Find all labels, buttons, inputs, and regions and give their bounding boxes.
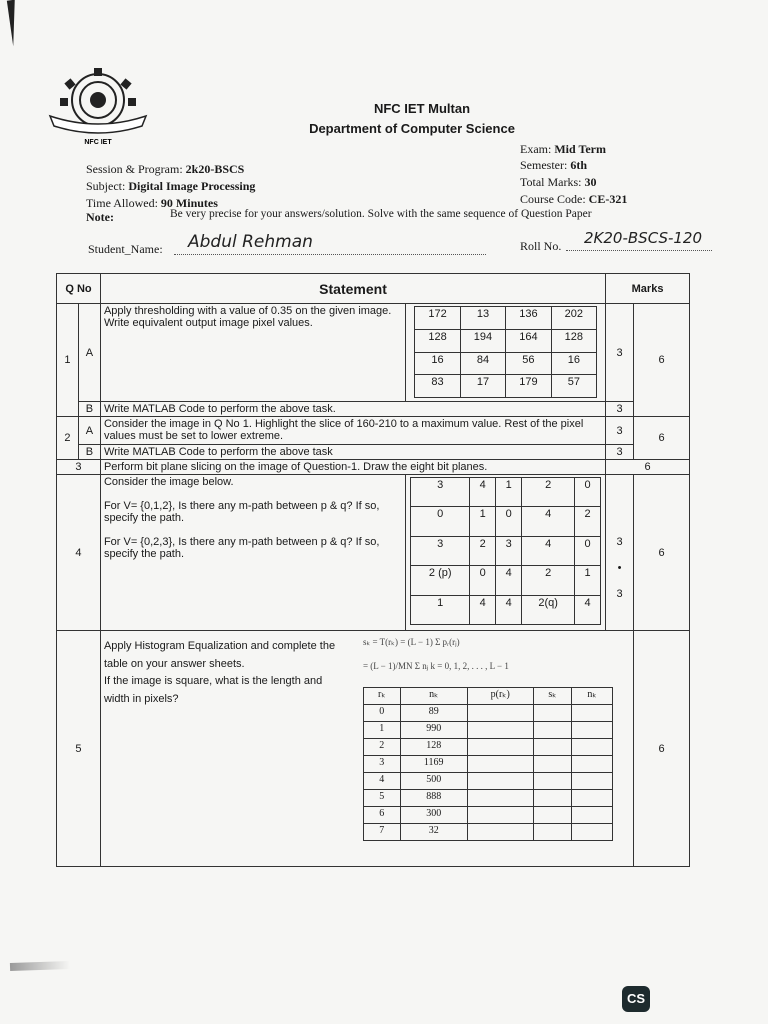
- q1-matrix-cell: 179: [506, 375, 551, 398]
- hist-row: [363, 807, 612, 824]
- hist-cell: [571, 739, 612, 756]
- q5-total-marks: 6: [634, 631, 690, 867]
- hist-cell: [467, 790, 533, 807]
- q5-formula-2: = (L − 1)/MN Σ nⱼ k = 0, 1, 2, . . . , L − 1: [362, 661, 509, 671]
- q1-total-marks: 6: [634, 304, 690, 417]
- exam-line: Exam: Mid Term: [520, 142, 606, 156]
- q4-matrix-cell: 3: [411, 478, 470, 507]
- q4-matrix-cell: 2: [522, 478, 575, 507]
- q1-matrix-cell: 84: [460, 352, 505, 375]
- hist-header-cell: nₖ: [400, 688, 467, 705]
- hist-cell: [467, 739, 533, 756]
- hist-cell: [533, 756, 571, 773]
- hist-row: [363, 739, 612, 756]
- q5-text-1: Apply Histogram Equalization and complete the table on your answer sheets.: [103, 640, 336, 670]
- q5-histogram-table: [363, 687, 613, 841]
- table-row: [57, 445, 690, 460]
- q4-matrix-cell: 2 (p): [411, 566, 470, 595]
- q4-matrix-cell: 1: [470, 507, 496, 536]
- q1-matrix-cell: 194: [460, 329, 505, 352]
- q1-matrix-cell: 16: [415, 352, 460, 375]
- table-row: [57, 460, 690, 475]
- q1-matrix-cell: 172: [415, 307, 460, 330]
- q5-number: 5: [57, 631, 101, 867]
- hist-header-cell: p(rₖ): [467, 688, 533, 705]
- q2-b-marks: 3: [606, 445, 634, 460]
- q4-mark-2: •: [617, 561, 622, 574]
- time-line: Time Allowed: 90 Minutes: [86, 196, 218, 210]
- hist-cell: [571, 722, 612, 739]
- q4-matrix-cell: 0: [575, 536, 601, 565]
- q4-matrix-cell: 4: [575, 595, 601, 624]
- q1-matrix-cell: [406, 304, 606, 402]
- hist-cell: 4: [363, 773, 400, 790]
- q4-matrix-cell: 0: [411, 507, 470, 536]
- q2-a-statement: Consider the image in Q No 1. Highlight the slice of 160-210 to a maximum value. Rest of the pixel values must be set to lower extreme.: [100, 417, 605, 445]
- hist-cell: 500: [400, 773, 467, 790]
- q3-number: 3: [57, 460, 101, 475]
- q4-mark-1: 3: [616, 535, 623, 548]
- q5-statement: [100, 631, 633, 867]
- q1-matrix: [414, 306, 597, 398]
- q4-matrix-cell: 1: [496, 478, 522, 507]
- q4-matrix-cell: 0: [470, 566, 496, 595]
- hist-cell: [571, 790, 612, 807]
- student-name-label: Student_Name:: [88, 242, 163, 256]
- table-row: [57, 631, 690, 867]
- q4-matrix-cell: 4: [470, 478, 496, 507]
- hist-cell: [533, 824, 571, 841]
- q1-a-marks: 3: [606, 304, 634, 402]
- q1-matrix-cell: 57: [551, 375, 596, 398]
- student-name-underline: [174, 254, 486, 255]
- q2-b-statement: Write MATLAB Code to perform the above task: [100, 445, 605, 460]
- q1-matrix-cell: 128: [551, 329, 596, 352]
- hist-row: [363, 824, 612, 841]
- hist-cell: 5: [363, 790, 400, 807]
- q1-matrix-row: [415, 307, 597, 330]
- q4-matrix-cell: 4: [522, 507, 575, 536]
- q1-b-marks: 3: [606, 402, 634, 417]
- hist-cell: [467, 705, 533, 722]
- hist-cell: 6: [363, 807, 400, 824]
- hist-row: [363, 705, 612, 722]
- q2-part-a: A: [78, 417, 100, 445]
- table-row: [57, 475, 690, 631]
- q1-matrix-row: [415, 375, 597, 398]
- hist-row: [363, 790, 612, 807]
- note-text: Be very precise for your answers/solution. Solve with the same sequence of Question Paper: [170, 208, 592, 220]
- q4-matrix-cell: 4: [470, 595, 496, 624]
- q1-matrix-cell: 17: [460, 375, 505, 398]
- q2-number: 2: [57, 417, 79, 460]
- header-qno: Q No: [57, 274, 101, 304]
- hist-cell: 888: [400, 790, 467, 807]
- hist-row: [363, 756, 612, 773]
- q4-total-marks: 6: [634, 475, 690, 631]
- q4-matrix: [410, 477, 601, 625]
- q2-total-marks: 6: [634, 417, 690, 460]
- q4-part-2: For V= {0,2,3}, Is there any m-path between p & q? If so, specify the path.: [103, 536, 380, 560]
- hist-cell: [533, 705, 571, 722]
- q1-part-b: B: [78, 402, 100, 417]
- header-marks: Marks: [606, 274, 690, 304]
- hist-header-cell: rₖ: [363, 688, 400, 705]
- q3-total-marks: 6: [606, 460, 690, 475]
- q4-matrix-cell: 3: [411, 536, 470, 565]
- hist-cell: 0: [363, 705, 400, 722]
- camscanner-badge: CS: [622, 986, 650, 1012]
- hist-cell: [533, 722, 571, 739]
- hist-cell: 1169: [400, 756, 467, 773]
- hist-cell: 2: [363, 739, 400, 756]
- q4-matrix-cell: 1: [575, 566, 601, 595]
- q4-matrix-cell: [406, 475, 606, 631]
- hist-cell: [533, 739, 571, 756]
- department-name: Department of Computer Science: [309, 121, 515, 136]
- total-marks-line: Total Marks: 30: [520, 175, 597, 189]
- q1-b-statement: Write MATLAB Code to perform the above task.: [100, 402, 605, 417]
- institute-name: NFC IET Multan: [373, 101, 471, 116]
- q3-statement: Perform bit plane slicing on the image of Question-1. Draw the eight bit planes.: [100, 460, 605, 475]
- q4-sub-marks: [606, 475, 634, 631]
- hist-cell: [571, 824, 612, 841]
- q4-matrix-row: [411, 536, 601, 565]
- q1-matrix-cell: 13: [460, 307, 505, 330]
- hist-cell: 89: [400, 705, 467, 722]
- q4-matrix-cell: 1: [411, 595, 470, 624]
- q1-part-a: A: [78, 304, 100, 402]
- q4-matrix-row: [411, 566, 601, 595]
- hist-cell: [533, 790, 571, 807]
- q4-matrix-row: [411, 478, 601, 507]
- hist-cell: [533, 807, 571, 824]
- q1-matrix-cell: 56: [506, 352, 551, 375]
- hist-cell: 300: [400, 807, 467, 824]
- student-name-value: Abdul Rehman: [188, 232, 313, 252]
- q1-matrix-cell: 164: [506, 329, 551, 352]
- q4-matrix-cell: 2: [522, 566, 575, 595]
- hist-cell: 7: [363, 824, 400, 841]
- q4-matrix-cell: 0: [496, 507, 522, 536]
- hist-cell: 32: [400, 824, 467, 841]
- q4-statement: [100, 475, 405, 631]
- svg-text:NFC IET: NFC IET: [84, 139, 112, 146]
- q4-matrix-cell: 2(q): [522, 595, 575, 624]
- q1-matrix-cell: 16: [551, 352, 596, 375]
- hist-cell: [571, 807, 612, 824]
- q4-matrix-cell: 2: [470, 536, 496, 565]
- q1-matrix-cell: 128: [415, 329, 460, 352]
- session-line: Session & Program: 2k20-BSCS: [86, 162, 245, 176]
- page-edge-shadow: [7, 0, 21, 46]
- roll-no-value: 2K20-BSCS-120: [584, 229, 703, 247]
- q1-matrix-row: [415, 329, 597, 352]
- roll-no-underline: [566, 250, 712, 251]
- hist-cell: [571, 705, 612, 722]
- hist-cell: [467, 824, 533, 841]
- hist-cell: [467, 722, 533, 739]
- hist-cell: [533, 773, 571, 790]
- hist-row: [363, 722, 612, 739]
- q5-formula-1: sₖ = T(rₖ) = (L − 1) Σ pᵣ(rⱼ): [362, 637, 460, 647]
- hist-cell: 128: [400, 739, 467, 756]
- q4-matrix-cell: 3: [496, 536, 522, 565]
- hist-header-cell: sₖ: [533, 688, 571, 705]
- q1-matrix-cell: 83: [415, 375, 460, 398]
- q2-part-b: B: [78, 445, 100, 460]
- q4-matrix-cell: 4: [496, 595, 522, 624]
- q4-matrix-cell: 2: [575, 507, 601, 536]
- semester-line: Semester: 6th: [520, 158, 587, 172]
- q4-matrix-row: [411, 595, 601, 624]
- table-header-row: [57, 274, 690, 304]
- note-line: Note:: [86, 210, 114, 224]
- q1-number: 1: [57, 304, 79, 417]
- hist-cell: 990: [400, 722, 467, 739]
- q4-number: 4: [57, 475, 101, 631]
- q1-a-statement: Apply thresholding with a value of 0.35 on the given image. Write equivalent output image pixel values.: [100, 304, 405, 402]
- hist-cell: 1: [363, 722, 400, 739]
- question-table: [56, 273, 690, 867]
- hist-header-cell: nₖ: [571, 688, 612, 705]
- q1-matrix-cell: 136: [506, 307, 551, 330]
- q4-intro: Consider the image below.: [103, 476, 234, 488]
- hist-cell: [571, 756, 612, 773]
- roll-no-label: Roll No.: [520, 239, 562, 253]
- header-statement: Statement: [100, 274, 605, 304]
- q4-part-1: For V= {0,1,2}, Is there any m-path between p & q? If so, specify the path.: [103, 500, 380, 524]
- table-row: [57, 417, 690, 445]
- page-edge-shadow-bottom: [10, 961, 70, 971]
- hist-row: [363, 773, 612, 790]
- table-row: [57, 304, 690, 402]
- hist-cell: [467, 756, 533, 773]
- q2-a-marks: 3: [606, 417, 634, 445]
- hist-cell: 3: [363, 756, 400, 773]
- q5-text-2: If the image is square, what is the length and width in pixels?: [103, 675, 323, 705]
- hist-cell: [467, 807, 533, 824]
- hist-cell: [467, 773, 533, 790]
- subject-line: Subject: Digital Image Processing: [86, 179, 256, 193]
- course-code-line: Course Code: CE-321: [520, 192, 628, 206]
- q4-matrix-cell: 0: [575, 478, 601, 507]
- q1-matrix-cell: 202: [551, 307, 596, 330]
- q4-matrix-cell: 4: [496, 566, 522, 595]
- q1-matrix-row: [415, 352, 597, 375]
- q4-matrix-cell: 4: [522, 536, 575, 565]
- hist-cell: [571, 773, 612, 790]
- q4-matrix-row: [411, 507, 601, 536]
- q4-mark-3: 3: [616, 587, 623, 600]
- table-row: [57, 402, 690, 417]
